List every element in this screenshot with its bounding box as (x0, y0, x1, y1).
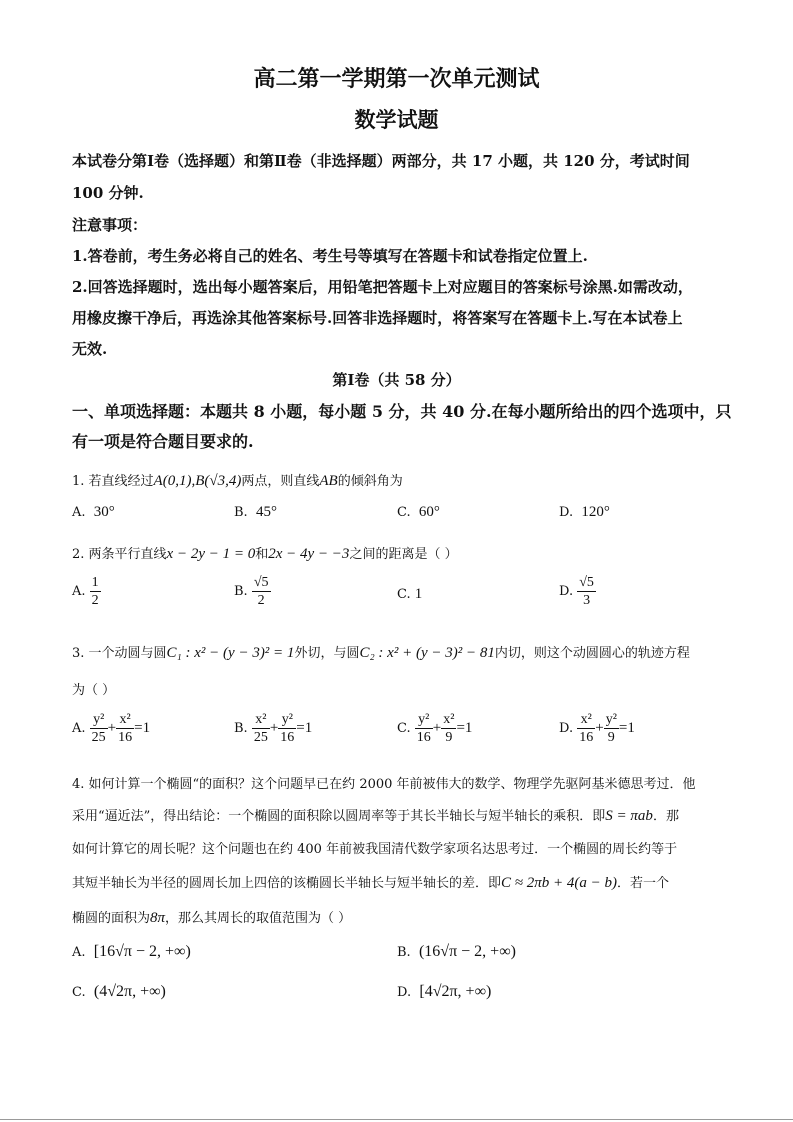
notice-rule-1: 1.答卷前，考生务必将自己的姓名、考生号等填写在答题卡和试卷指定位置上. (72, 247, 588, 265)
section-line-2: 有一项是符合题目要求的. (72, 432, 254, 451)
q3-option-d[interactable]: D. $\frac{\text{x²}}{16}$ + $\frac{\text{y²}}{9}$ =1 (559, 712, 635, 745)
q4-option-d[interactable]: D. [4√2π, +∞) (397, 983, 492, 1000)
q3-circle-1: C₁ : x² − (y − 3)² = 1 (166, 645, 295, 661)
section-line-1: 一、单项选择题：本题共 8 小题，每小题 5 分，共 40 分.在每小题所给出的四个选项中，只 (72, 402, 732, 421)
notice-rule-2c: 无效. (72, 340, 108, 358)
notice-rule-2b: 用橡皮擦干净后，再选涂其他答案标号.回答非选择题时，将答案写在答题卡上.写在本试卷上 (72, 309, 683, 327)
q2-option-d[interactable]: D. $\frac{√5}{3}$ (559, 575, 594, 608)
q3-line-2: 为（ ） (72, 683, 116, 698)
q4-option-c[interactable]: C. (4√2π, +∞) (72, 983, 166, 1000)
q3-mid-1: 外切，与圆 (294, 646, 360, 661)
q3-circle-2: C₂ : x² + (y − 3)² − 81 (359, 645, 495, 661)
q1-option-c[interactable]: C. 60° (397, 504, 440, 520)
q3-prefix: 3. 一个动圆与圆 (72, 646, 167, 661)
q4-line-3: 如何计算它的周长呢？这个问题也在约 400 年前被我国清代数学家项名达思考过．一个椭圆的周长约等于 (72, 842, 678, 857)
q4-area-value: 8π (150, 910, 166, 926)
page-bottom-divider (0, 1119, 793, 1120)
q4-line-1: 4. 如何计算一个椭圆“的面积？这个问题早已在约 2000 年前被伟大的数学、物理学先驱阿基米德思考过．他 (72, 777, 696, 792)
question-3 (72, 642, 690, 662)
q4-line-2: 采用“逼近法”，得出结论：一个椭圆的面积除以圆周率等于其长半轴长与短半轴长的乘积．即S = πab．那 (72, 808, 679, 824)
q3-option-b[interactable]: B. $\frac{\text{x²}}{25}$ + $\frac{\text{y²}}{16}$ =1 (234, 712, 313, 745)
q1-option-b[interactable]: B. 45° (234, 504, 277, 520)
q1-option-a[interactable]: A. 30° (72, 504, 115, 520)
q2-suffix: 之间的距离是（ ） (349, 547, 458, 562)
q1-prefix: 1. 若直线经过 (72, 474, 154, 489)
exam-subtitle: 数学试题 (354, 107, 439, 132)
q2-eq2: 2x − 4y − −3 (268, 546, 350, 562)
q2-prefix: 2. 两条平行直线 (72, 547, 167, 562)
question-1 (72, 470, 403, 490)
q4-area-formula: S = πab (605, 808, 653, 824)
question-2 (72, 543, 458, 563)
q2-option-c[interactable]: C. 1 (397, 586, 423, 602)
q3-option-a[interactable]: A. $\frac{\text{y²}}{25}$ + $\frac{\text{x²}}{16}$ =1 (72, 712, 151, 745)
q2-eq1: x − 2y − 1 = 0 (166, 546, 256, 562)
q4-option-b[interactable]: B. (16√π − 2, +∞) (397, 943, 516, 960)
part1-heading: 第Ⅰ卷（共 58 分） (332, 371, 461, 389)
q2-mid: 和 (255, 547, 269, 562)
q4-line-5: 椭圆的面积为8π，那么其周长的取值范围为（ ） (72, 910, 352, 926)
q4-line-4: 其短半轴长为半径的圆周长加上四倍的该椭圆长半轴长与短半轴长的差．即C ≈ 2πb + 4(a − b)．若一个 (72, 875, 670, 891)
q1-suffix-pre: 两点，则直线 (241, 474, 320, 489)
intro-line-1: 本试卷分第Ⅰ卷（选择题）和第Ⅱ卷（非选择题）两部分，共 17 小题，共 120 分，考试时间 (72, 152, 690, 170)
q4-option-a[interactable]: A. [16√π − 2, +∞) (72, 943, 191, 960)
q4-perimeter-formula: C ≈ 2πb + 4(a − b) (501, 875, 618, 891)
q1-line-name: AB (319, 473, 338, 489)
q2-option-a[interactable]: A. $\frac{1}{2}$ (72, 575, 99, 608)
q1-option-d[interactable]: D. 120° (559, 504, 610, 520)
notice-rule-2a: 2.回答选择题时，选出每小题答案后，用铅笔把答题卡上对应题目的答案标号涂黑.如需改动， (72, 278, 693, 296)
q1-suffix: 的倾斜角为 (337, 474, 403, 489)
q1-points: A(0,1),B(√3,4) (153, 473, 242, 489)
notice-heading: 注意事项： (72, 216, 148, 234)
q3-option-c[interactable]: C. $\frac{\text{y²}}{16}$ + $\frac{\text{x²}}{9}$ =1 (397, 712, 473, 745)
intro-line-2: 100 分钟. (72, 184, 144, 202)
q3-mid-2: 内切，则这个动圆圆心的轨迹方程 (494, 646, 690, 661)
exam-title: 高二第一学期第一次单元测试 (253, 66, 540, 92)
q2-option-b[interactable]: B. $\frac{√5}{2}$ (234, 575, 269, 608)
